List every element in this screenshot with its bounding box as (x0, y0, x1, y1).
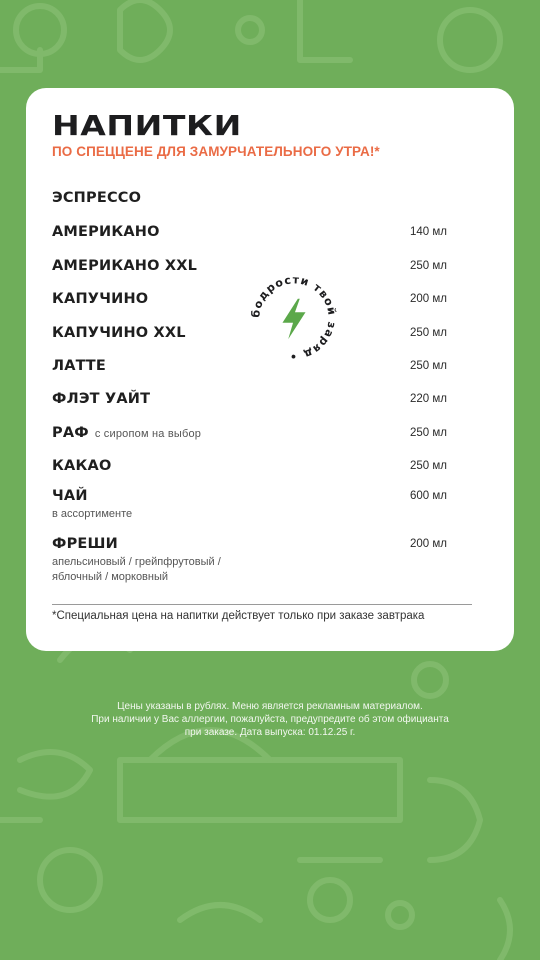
item-description-line: яблочный / морковный (52, 571, 169, 583)
menu-item-flat-white (52, 391, 492, 407)
menu-item-espresso (52, 190, 492, 206)
lightning-icon (282, 299, 305, 339)
item-volume: 250 мл (410, 427, 447, 439)
item-volume: 250 мл (410, 260, 447, 272)
energy-badge (246, 270, 342, 366)
legal-line: Цены указаны в рублях. Меню является рекламным материалом. (117, 701, 423, 712)
item-name-text: РАФ (52, 425, 89, 441)
item-volume: 200 мл (410, 293, 447, 305)
item-name: ФРЕШИ (52, 536, 118, 552)
item-name: АМЕРИКАНО XXL (52, 258, 198, 274)
item-volume: 200 мл (410, 538, 447, 550)
item-volume: 250 мл (410, 360, 447, 372)
item-volume: 250 мл (410, 327, 447, 339)
item-volume: 250 мл (410, 460, 447, 472)
item-name: АМЕРИКАНО (52, 224, 160, 240)
item-name: КАПУЧИНО (52, 291, 149, 307)
menu-item-raf (52, 425, 492, 441)
item-volume: 600 мл (410, 490, 447, 502)
item-volume: 140 мл (410, 226, 447, 238)
item-name: КАПУЧИНО XXL (52, 325, 186, 341)
item-name: ЧАЙ (52, 488, 88, 504)
item-description-line: апельсиновый / грейпфрутовый / (52, 556, 221, 568)
footnote: *Специальная цена на напитки действует только при заказе завтрака (52, 610, 425, 622)
item-name: ЭСПРЕССО (52, 190, 142, 206)
menu-subtitle: ПО СПЕЦЦЕНЕ ДЛЯ ЗАМУРЧАТЕЛЬНОГО УТРА!* (52, 144, 380, 159)
menu-item-americano (52, 224, 492, 240)
menu-item-tea (52, 488, 492, 522)
item-name: ЛАТТЕ (52, 358, 106, 374)
item-name: ФЛЭТ УАЙТ (52, 391, 151, 407)
legal-line: При наличии у Вас аллергии, пожалуйста, предупредите об этом официанта (91, 714, 449, 725)
item-description (52, 555, 492, 585)
legal-line: при заказе. Дата выпуска: 01.12.25 г. (184, 727, 356, 738)
item-name: КАКАО (52, 458, 112, 474)
menu-title: НАПИТКИ (52, 109, 242, 142)
menu-item-fresh (52, 536, 492, 585)
legal-notice (40, 700, 500, 739)
item-description: в ассортименте (52, 508, 133, 520)
divider (52, 604, 472, 605)
menu-card (26, 88, 514, 651)
item-note: с сиропом на выбор (94, 428, 202, 440)
item-volume: 220 мл (410, 393, 447, 405)
menu-item-cocoa (52, 458, 492, 474)
badge-text-path: бодрости твой заряд • (249, 273, 339, 363)
